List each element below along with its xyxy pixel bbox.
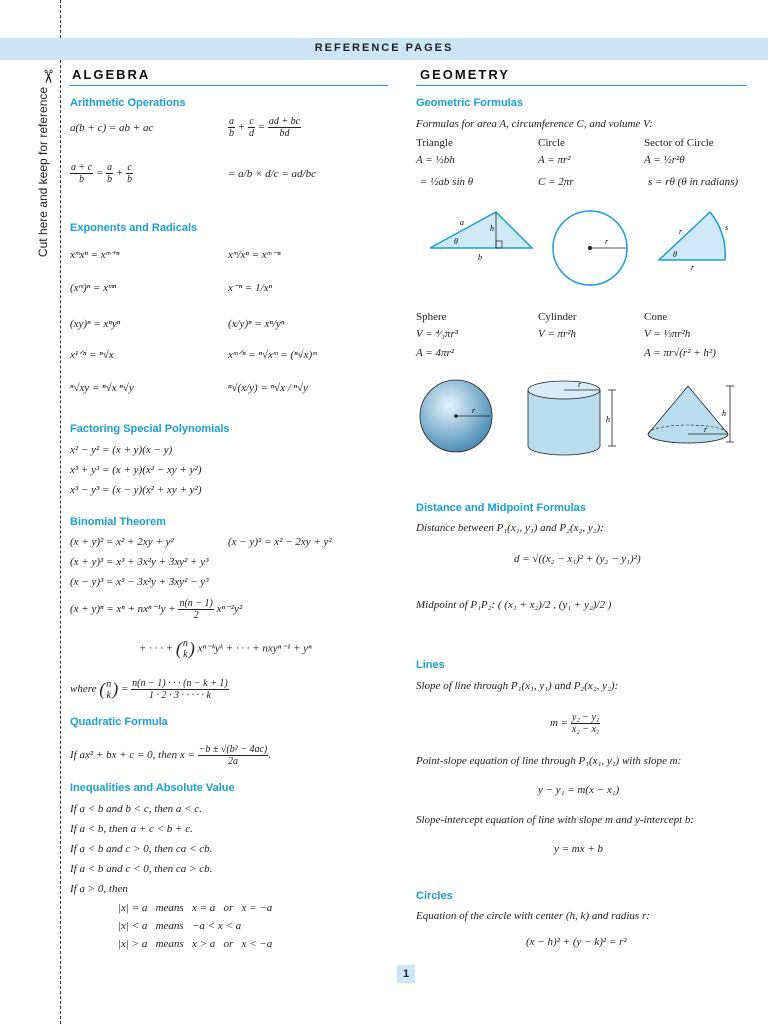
sphere-area: A = 4πr² bbox=[416, 347, 455, 359]
circle-circ: C = 2πr bbox=[538, 176, 574, 188]
sector-r2-label: r bbox=[691, 263, 695, 272]
ineq-l4: If a < b and c < 0, then ca > cb. bbox=[70, 863, 213, 875]
fact-l3: x³ − y³ = (x − y)(x² + xy + y²) bbox=[70, 484, 202, 496]
sector-arc: s = rθ (θ in radians) bbox=[648, 176, 739, 188]
lines-l5: Slope-intercept equation of line with slope m and y-intercept b: bbox=[416, 814, 695, 826]
sphere-r-label: r bbox=[472, 406, 476, 415]
midpoint-l1: Midpoint of P₁P₂: ( (x₁ + x₂)/2 , (y₁ + y₂)/2 ) bbox=[416, 599, 612, 611]
geometry-rule bbox=[416, 85, 746, 86]
binom-l1: (x + y)² = x² + 2xy + y² bbox=[70, 536, 174, 548]
triangle-theta-label: θ bbox=[454, 237, 458, 246]
arith-l2: $\frac{a + c}{b}$ = $\frac{a}{b}$ + $\frac{c}{b}$ bbox=[71, 162, 133, 185]
exp-r3: (x/y)ⁿ = xⁿ/yⁿ bbox=[228, 318, 285, 330]
cone-volume: V = ⅓πr²h bbox=[644, 328, 691, 340]
circles-heading: Circles bbox=[416, 890, 453, 902]
distance-l1: Distance between P₁(x₁, y₁) and P₂(x₂, y₂): bbox=[416, 522, 604, 534]
cone-area: A = πr√(r² + h²) bbox=[644, 347, 716, 359]
triangle-h-label: h bbox=[490, 224, 494, 233]
circle-label: Circle bbox=[538, 137, 565, 149]
triangle-label: Triangle bbox=[416, 137, 453, 149]
cone-figure bbox=[644, 380, 744, 450]
slope-intercept: y = mx + b bbox=[554, 843, 604, 855]
exp-r2: x⁻ⁿ = 1/xⁿ bbox=[228, 282, 272, 294]
exp-r1: xᵐ/xⁿ = xᵐ⁻ⁿ bbox=[228, 249, 281, 261]
geo-formulas-heading: Geometric Formulas bbox=[416, 97, 523, 109]
quadratic-heading: Quadratic Formula bbox=[70, 716, 168, 728]
cone-label: Cone bbox=[644, 311, 668, 323]
circle-figure bbox=[550, 208, 630, 288]
ineq-l5: If a > 0, then bbox=[70, 883, 128, 895]
factoring-heading: Factoring Special Polynomials bbox=[70, 423, 230, 435]
circle-equation: (x − h)² + (y − k)² = r² bbox=[526, 936, 627, 948]
cone-h-label: h bbox=[722, 409, 726, 418]
distance-formula: d = √((x₂ − x₁)² + (y₂ − y₁)²) bbox=[514, 553, 641, 565]
cylinder-h-label: h bbox=[606, 415, 610, 424]
exp-r5: ⁿ√(x/y) = ⁿ√x / ⁿ√y bbox=[228, 382, 308, 394]
exp-r4: xᵐᐟⁿ = ⁿ√xᵐ = (ⁿ√x)ᵐ bbox=[228, 349, 317, 361]
algebra-title: ALGEBRA bbox=[72, 67, 151, 82]
binom-l3: (x − y)³ = x³ − 3x²y + 3xy² − y³ bbox=[70, 576, 209, 588]
ineq-l3: If a < b and c > 0, then ca < cb. bbox=[70, 843, 213, 855]
sphere-volume: V = ⁴⁄₃πr³ bbox=[416, 328, 459, 340]
sphere-label: Sphere bbox=[416, 311, 447, 323]
slope-formula: m = $\frac{\text{y₂ − y₁}}{\text{x₂ − x₁}}$ bbox=[550, 712, 600, 735]
distance-heading: Distance and Midpoint Formulas bbox=[416, 502, 586, 514]
cone-r-label: r bbox=[704, 425, 708, 434]
binom-l5: + · · · + ( n k ) xⁿ⁻ᵏyᵏ + · · · + nxyⁿ⁻¹ + yⁿ bbox=[139, 638, 312, 660]
quadratic-formula: If ax² + bx + c = 0, then x = $\frac{\text{−b ± √(b² − 4ac)}}{2a}$ . bbox=[70, 744, 272, 767]
exp-l5: ⁿ√xy = ⁿ√x ⁿ√y bbox=[70, 382, 134, 394]
ineq-l1: If a < b and b < c, then a < c. bbox=[70, 803, 202, 815]
point-slope: y − y₁ = m(x − x₁) bbox=[538, 784, 620, 796]
fact-l2: x³ + y³ = (x + y)(x² − xy + y²) bbox=[70, 464, 202, 476]
page-number: 1 bbox=[397, 965, 415, 983]
triangle-figure bbox=[428, 208, 538, 268]
fact-l1: x² − y² = (x + y)(x − y) bbox=[70, 444, 173, 456]
sector-label: Sector of Circle bbox=[644, 137, 714, 149]
triangle-b-label: b bbox=[478, 253, 482, 262]
abs-l2: |x| < a means −a < x < a bbox=[118, 920, 242, 932]
exp-l4: x¹ᐟⁿ = ⁿ√x bbox=[70, 349, 114, 361]
sector-s-label: s bbox=[725, 223, 729, 232]
arith-heading: Arithmetic Operations bbox=[70, 97, 186, 109]
abs-l3: |x| > a means x > a or x < −a bbox=[118, 938, 273, 950]
lines-l1: Slope of line through P₁(x₁, y₁) and P₂(x₂, y₂): bbox=[416, 680, 619, 692]
abs-l1: |x| = a means x = a or x = −a bbox=[118, 902, 273, 914]
sector-theta-label: θ bbox=[673, 250, 677, 259]
sector-r-label: r bbox=[679, 227, 683, 236]
exp-l1: xᵐxⁿ = xᵐ⁺ⁿ bbox=[70, 249, 120, 261]
arith-l1: a(b + c) = ab + ac bbox=[70, 122, 154, 134]
binom-l4: (x + y)ⁿ = xⁿ + nxⁿ⁻¹y + $\frac{n(n - 1)}{2}$ xⁿ⁻²y² bbox=[70, 598, 243, 621]
arith-r1: $\frac{a}{b}$ + $\frac{c}{d}$ = $\frac{ad + bc}{bd}$ bbox=[229, 116, 301, 139]
exponents-heading: Exponents and Radicals bbox=[70, 222, 198, 234]
binom-l2: (x + y)³ = x³ + 3x²y + 3xy² + y³ bbox=[70, 556, 209, 568]
exp-l3: (xy)ⁿ = xⁿyⁿ bbox=[70, 318, 121, 330]
cylinder-volume: V = πr²h bbox=[538, 328, 577, 340]
sector-figure bbox=[655, 208, 735, 272]
cut-instruction: Cut here and keep for reference bbox=[36, 86, 50, 258]
binom-l6: where ( n k ) = $\frac{n(n - 1) \cdot \cdot \cdot (n - k + 1)}{1 \cdot 2 \cdot 3 \cdot \cdot \cdot \cdot \cdot k}$ bbox=[70, 678, 228, 701]
lines-heading: Lines bbox=[416, 659, 445, 671]
page-title: REFERENCE PAGES bbox=[314, 42, 454, 54]
ineq-heading: Inequalities and Absolute Value bbox=[70, 782, 235, 794]
arith-r2: = a/b × d/c = ad/bc bbox=[228, 168, 316, 180]
ineq-l2: If a < b, then a + c < b + c. bbox=[70, 823, 193, 835]
sector-area: A = ½r²θ bbox=[644, 154, 685, 166]
geometry-title: GEOMETRY bbox=[420, 67, 510, 82]
triangle-a-label: a bbox=[460, 218, 464, 227]
triangle-area-sin: = ½ab sin θ bbox=[420, 176, 474, 188]
cylinder-figure bbox=[526, 380, 626, 460]
cylinder-label: Cylinder bbox=[538, 311, 577, 323]
lines-l3: Point-slope equation of line through P₁(x₁, y₁) with slope m: bbox=[416, 755, 682, 767]
algebra-rule bbox=[70, 85, 388, 86]
geo-intro: Formulas for area A, circumference C, and volume V: bbox=[416, 118, 653, 130]
binomial-heading: Binomial Theorem bbox=[70, 516, 166, 528]
binom-r1: (x − y)² = x² − 2xy + y² bbox=[228, 536, 332, 548]
exp-l2: (xᵐ)ⁿ = xᵐⁿ bbox=[70, 282, 117, 294]
circles-l1: Equation of the circle with center (h, k) and radius r: bbox=[416, 910, 650, 922]
cut-line bbox=[60, 0, 61, 1024]
circle-area: A = πr² bbox=[538, 154, 571, 166]
triangle-area: A = ½bh bbox=[416, 154, 455, 166]
sphere-figure bbox=[418, 378, 498, 458]
circle-r-label: r bbox=[605, 237, 609, 246]
scissors-icon: ✂ bbox=[38, 68, 59, 85]
cylinder-r-label: r bbox=[578, 380, 582, 389]
